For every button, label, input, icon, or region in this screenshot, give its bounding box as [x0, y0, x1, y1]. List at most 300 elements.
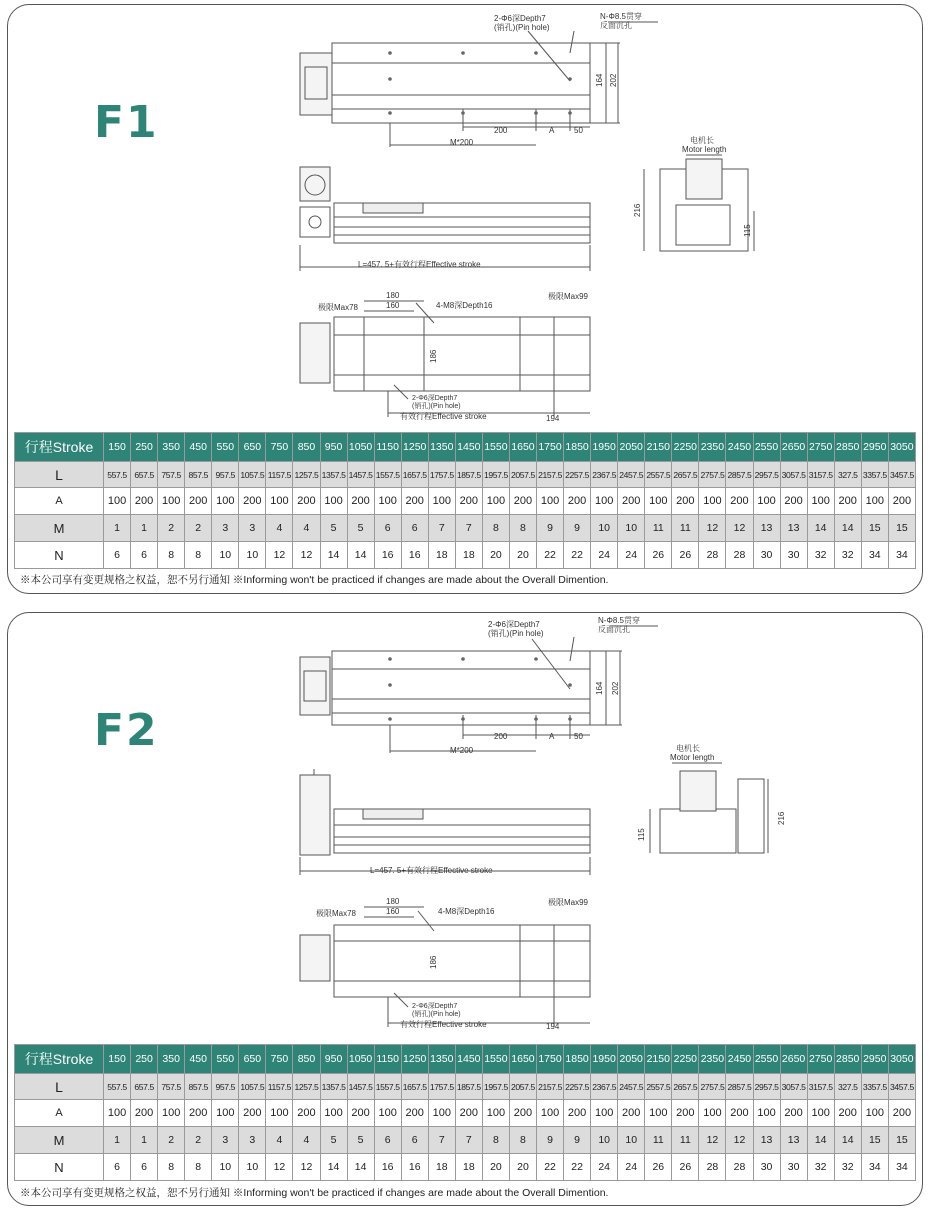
table-cell: 1857.5 — [455, 462, 482, 488]
row-a — [15, 1100, 916, 1127]
table-cell: 3050 — [888, 1045, 915, 1074]
table-cell: 3057.5 — [780, 462, 807, 488]
table-cell: 2 — [185, 515, 212, 542]
table-cell: 100 — [158, 488, 185, 515]
table-cell: 2057.5 — [509, 1074, 536, 1100]
table-cell: 100 — [807, 488, 834, 515]
table-cell: 14 — [834, 515, 861, 542]
table-cell: 1050 — [347, 1045, 374, 1074]
table-cell: 100 — [645, 488, 672, 515]
dim-202: 202 — [609, 73, 618, 87]
table-cell: 1650 — [509, 433, 536, 462]
table-cell: 200 — [455, 1100, 482, 1127]
table-cell: 100 — [482, 488, 509, 515]
model-panel-f2 — [7, 612, 923, 1206]
table-cell: 3 — [239, 515, 266, 542]
table-cell: 100 — [428, 488, 455, 515]
dim-186: 186 — [429, 349, 438, 363]
table-cell: 1850 — [564, 1045, 591, 1074]
table-cell: 2450 — [726, 1045, 753, 1074]
model-panel-f1 — [7, 4, 923, 594]
pin-hole-bottom-cn-label: (销孔)(Pin hole) — [412, 1011, 461, 1018]
table-cell: 2650 — [780, 1045, 807, 1074]
table-cell: 6 — [131, 542, 158, 569]
table-cell: 200 — [401, 488, 428, 515]
table-cell: 2950 — [861, 433, 888, 462]
table-cell: 15 — [888, 1127, 915, 1154]
table-cell: 757.5 — [158, 462, 185, 488]
row-header: 行程Stroke — [15, 1045, 104, 1074]
table-cell: 20 — [482, 1154, 509, 1181]
dim-50: 50 — [574, 732, 583, 741]
table-cell: 100 — [591, 488, 618, 515]
table-cell: 7 — [455, 1127, 482, 1154]
table-cell: 18 — [455, 542, 482, 569]
table-cell: 1 — [104, 515, 131, 542]
motor-length-cn-label: 电机长 — [676, 744, 700, 753]
table-cell: 2857.5 — [726, 462, 753, 488]
table-cell: 13 — [753, 515, 780, 542]
table-cell: 28 — [726, 542, 753, 569]
dim-m200: M*200 — [450, 138, 474, 147]
table-cell: 2657.5 — [672, 1074, 699, 1100]
length-formula: L=457. 5+有效行程Effective stroke — [370, 866, 493, 875]
row-m — [15, 515, 916, 542]
table-cell: 16 — [401, 1154, 428, 1181]
through-hole-cn-label: 反面沉孔 — [600, 21, 632, 30]
table-cell: 28 — [699, 1154, 726, 1181]
table-cell: 5 — [347, 1127, 374, 1154]
table-cell: 350 — [158, 1045, 185, 1074]
table-cell: 22 — [564, 1154, 591, 1181]
table-cell: 200 — [455, 488, 482, 515]
dim-216: 216 — [777, 811, 786, 825]
table-cell: 2257.5 — [564, 462, 591, 488]
table-cell: 757.5 — [158, 1074, 185, 1100]
table-cell: 3 — [212, 515, 239, 542]
table-cell: 20 — [509, 542, 536, 569]
hole-markers — [388, 51, 572, 115]
table-cell: 100 — [591, 1100, 618, 1127]
table-cell: 6 — [374, 515, 401, 542]
table-cell: 200 — [185, 488, 212, 515]
table-cell: 4 — [266, 1127, 293, 1154]
table-cell: 20 — [482, 542, 509, 569]
table-cell: 1557.5 — [374, 462, 401, 488]
table-cell: 550 — [212, 433, 239, 462]
pin-hole-bottom-label: 2-Φ6深Depth7 — [412, 395, 458, 402]
table-cell: 2850 — [834, 1045, 861, 1074]
table-cell: 6 — [104, 542, 131, 569]
table-cell: 450 — [185, 433, 212, 462]
table-cell: 16 — [374, 542, 401, 569]
table-cell: 850 — [293, 1045, 320, 1074]
table-cell: 12 — [699, 515, 726, 542]
pin-hole-top-cn-label: (销孔)(Pin hole) — [488, 629, 544, 638]
table-cell: 100 — [212, 1100, 239, 1127]
table-cell: 100 — [861, 1100, 888, 1127]
table-cell: 6 — [131, 1154, 158, 1181]
disclaimer-note: ※本公司享有变更规格之权益，恕不另行通知 ※Informing won't be practiced if changes are made about the Overall Dimention. — [20, 1187, 609, 1199]
table-cell: 10 — [618, 1127, 645, 1154]
row-header: N — [15, 542, 104, 569]
table-cell: 1657.5 — [401, 1074, 428, 1100]
table-cell: 2750 — [807, 1045, 834, 1074]
table-cell: 8 — [482, 515, 509, 542]
table-cell: 8 — [158, 542, 185, 569]
technical-drawing — [8, 5, 923, 435]
table-cell: 3357.5 — [861, 1074, 888, 1100]
table-cell: 200 — [131, 488, 158, 515]
table-cell: 7 — [455, 515, 482, 542]
table-cell: 557.5 — [104, 1074, 131, 1100]
table-cell: 750 — [266, 1045, 293, 1074]
spec-table — [14, 432, 916, 569]
table-cell: 10 — [591, 1127, 618, 1154]
table-cell: 2557.5 — [645, 1074, 672, 1100]
table-cell: 22 — [564, 542, 591, 569]
dim-164: 164 — [595, 681, 604, 695]
table-cell: 1250 — [401, 1045, 428, 1074]
table-cell: 1450 — [455, 433, 482, 462]
table-cell: 200 — [239, 488, 266, 515]
table-cell: 10 — [212, 1154, 239, 1181]
table-cell: 1657.5 — [401, 462, 428, 488]
table-cell: 8 — [509, 1127, 536, 1154]
table-cell: 100 — [699, 488, 726, 515]
m8-depth-label: 4-M8深Depth16 — [438, 907, 495, 916]
model-label: F2 — [94, 705, 159, 756]
length-formula: L=457. 5+有效行程Effective stroke — [358, 260, 481, 269]
table-cell: 1850 — [564, 433, 591, 462]
table-cell: 10 — [239, 1154, 266, 1181]
table-cell: 9 — [564, 515, 591, 542]
dim-115: 115 — [637, 828, 646, 841]
table-cell: 100 — [537, 1100, 564, 1127]
table-cell: 200 — [564, 488, 591, 515]
table-cell: 5 — [320, 515, 347, 542]
table-cell: 2 — [185, 1127, 212, 1154]
table-cell: 200 — [672, 1100, 699, 1127]
table-cell: 12 — [293, 1154, 320, 1181]
limit-max78: 极限Max78 — [318, 303, 359, 312]
table-cell: 2367.5 — [591, 1074, 618, 1100]
table-cell: 200 — [618, 488, 645, 515]
table-cell: 1550 — [482, 1045, 509, 1074]
table-cell: 8 — [158, 1154, 185, 1181]
table-cell: 350 — [158, 433, 185, 462]
limit-max99: 极限Max99 — [548, 292, 589, 301]
dim-m200: M*200 — [450, 746, 474, 755]
dim-200: 200 — [494, 126, 508, 135]
dim-160: 160 — [386, 907, 400, 916]
table-cell: 11 — [645, 1127, 672, 1154]
table-cell: 7 — [428, 1127, 455, 1154]
table-cell: 20 — [509, 1154, 536, 1181]
table-cell: 1050 — [347, 433, 374, 462]
table-cell: 1 — [104, 1127, 131, 1154]
table-cell: 1757.5 — [428, 1074, 455, 1100]
table-cell: 100 — [482, 1100, 509, 1127]
pin-hole-top-label: 2-Φ6深Depth7 — [488, 620, 540, 629]
row-header: N — [15, 1154, 104, 1181]
table-cell: 22 — [537, 542, 564, 569]
table-cell: 13 — [753, 1127, 780, 1154]
row-n — [15, 1154, 916, 1181]
table-cell: 200 — [888, 488, 915, 515]
table-cell: 30 — [780, 1154, 807, 1181]
table-cell: 200 — [185, 1100, 212, 1127]
table-cell: 2750 — [807, 433, 834, 462]
row-header: A — [15, 488, 104, 515]
table-cell: 250 — [131, 1045, 158, 1074]
dim-180: 180 — [386, 291, 400, 300]
table-cell: 2757.5 — [699, 462, 726, 488]
table-cell: 100 — [266, 1100, 293, 1127]
table-cell: 12 — [699, 1127, 726, 1154]
pin-hole-bottom-label: 2-Φ6深Depth7 — [412, 1003, 458, 1010]
table-cell: 957.5 — [212, 462, 239, 488]
table-cell: 14 — [347, 1154, 374, 1181]
table-cell: 1457.5 — [347, 1074, 374, 1100]
table-cell: 14 — [807, 1127, 834, 1154]
technical-drawing — [8, 613, 923, 1043]
table-cell: 10 — [239, 542, 266, 569]
row-a — [15, 488, 916, 515]
table-cell: 12 — [266, 542, 293, 569]
table-cell: 2550 — [753, 1045, 780, 1074]
table-cell: 2557.5 — [645, 462, 672, 488]
table-cell: 34 — [861, 542, 888, 569]
table-cell: 12 — [266, 1154, 293, 1181]
motor-length-label: Motor length — [682, 145, 727, 154]
table-cell: 4 — [293, 515, 320, 542]
table-cell: 950 — [320, 433, 347, 462]
table-cell: 26 — [672, 1154, 699, 1181]
table-cell: 13 — [780, 1127, 807, 1154]
table-cell: 16 — [374, 1154, 401, 1181]
table-cell: 550 — [212, 1045, 239, 1074]
table-cell: 857.5 — [185, 462, 212, 488]
table-cell: 2850 — [834, 433, 861, 462]
table-cell: 750 — [266, 433, 293, 462]
table-cell: 2150 — [645, 433, 672, 462]
motor-length-label: Motor length — [670, 753, 715, 762]
table-cell: 200 — [726, 1100, 753, 1127]
table-cell: 100 — [212, 488, 239, 515]
table-cell: 1950 — [591, 433, 618, 462]
table-cell: 1750 — [537, 1045, 564, 1074]
table-cell: 2957.5 — [753, 1074, 780, 1100]
table-cell: 1150 — [374, 1045, 401, 1074]
table-cell: 2 — [158, 1127, 185, 1154]
table-cell: 327.5 — [834, 1074, 861, 1100]
table-cell: 150 — [104, 1045, 131, 1074]
table-cell: 100 — [753, 488, 780, 515]
table-cell: 4 — [266, 515, 293, 542]
through-hole-label: N-Φ8.5贯穿 — [600, 12, 642, 21]
table-cell: 1550 — [482, 433, 509, 462]
table-cell: 2450 — [726, 433, 753, 462]
dim-50: 50 — [574, 126, 583, 135]
table-cell: 1 — [131, 1127, 158, 1154]
table-cell: 1350 — [428, 1045, 455, 1074]
table-cell: 1357.5 — [320, 462, 347, 488]
table-cell: 100 — [645, 1100, 672, 1127]
table-cell: 650 — [239, 433, 266, 462]
table-cell: 100 — [699, 1100, 726, 1127]
table-cell: 3050 — [888, 433, 915, 462]
table-cell: 2050 — [618, 433, 645, 462]
table-cell: 1257.5 — [293, 462, 320, 488]
row-stroke — [15, 433, 916, 462]
pin-hole-bottom-cn-label: (销孔)(Pin hole) — [412, 403, 461, 410]
table-cell: 1057.5 — [239, 1074, 266, 1100]
table-cell: 10 — [212, 542, 239, 569]
table-cell: 15 — [888, 515, 915, 542]
table-cell: 2350 — [699, 1045, 726, 1074]
row-header: M — [15, 1127, 104, 1154]
table-cell: 12 — [726, 515, 753, 542]
table-cell: 16 — [401, 542, 428, 569]
table-cell: 2057.5 — [509, 462, 536, 488]
table-cell: 650 — [239, 1045, 266, 1074]
table-cell: 1357.5 — [320, 1074, 347, 1100]
effective-stroke-label: 有效行程Effective stroke — [400, 1020, 487, 1029]
table-cell: 1057.5 — [239, 462, 266, 488]
table-cell: 28 — [726, 1154, 753, 1181]
table-cell: 9 — [537, 515, 564, 542]
table-cell: 15 — [861, 1127, 888, 1154]
table-cell: 32 — [807, 542, 834, 569]
table-cell: 957.5 — [212, 1074, 239, 1100]
table-cell: 1650 — [509, 1045, 536, 1074]
row-m — [15, 1127, 916, 1154]
table-cell: 18 — [428, 1154, 455, 1181]
table-cell: 200 — [239, 1100, 266, 1127]
table-cell: 100 — [537, 488, 564, 515]
table-cell: 3357.5 — [861, 462, 888, 488]
table-cell: 24 — [591, 542, 618, 569]
table-cell: 30 — [753, 1154, 780, 1181]
dim-160: 160 — [386, 301, 400, 310]
table-cell: 2157.5 — [537, 462, 564, 488]
table-cell: 18 — [428, 542, 455, 569]
table-cell: 200 — [564, 1100, 591, 1127]
table-cell: 22 — [537, 1154, 564, 1181]
table-cell: 32 — [807, 1154, 834, 1181]
table-cell: 26 — [645, 542, 672, 569]
table-cell: 1350 — [428, 433, 455, 462]
table-cell: 2550 — [753, 433, 780, 462]
table-cell: 100 — [158, 1100, 185, 1127]
dim-202: 202 — [611, 681, 620, 695]
table-cell: 200 — [509, 488, 536, 515]
table-cell: 1450 — [455, 1045, 482, 1074]
table-cell: 150 — [104, 433, 131, 462]
table-cell: 200 — [888, 1100, 915, 1127]
table-cell: 12 — [293, 542, 320, 569]
dim-a: A — [549, 126, 555, 135]
table-cell: 1957.5 — [482, 1074, 509, 1100]
limit-max99: 极限Max99 — [548, 898, 589, 907]
dim-115: 115 — [743, 224, 752, 237]
table-cell: 30 — [753, 542, 780, 569]
table-cell: 3457.5 — [888, 1074, 915, 1100]
table-cell: 1150 — [374, 433, 401, 462]
table-cell: 10 — [618, 515, 645, 542]
table-cell: 200 — [834, 1100, 861, 1127]
table-cell: 327.5 — [834, 462, 861, 488]
row-l — [15, 1074, 916, 1100]
table-cell: 3057.5 — [780, 1074, 807, 1100]
table-cell: 2757.5 — [699, 1074, 726, 1100]
through-hole-label: N-Φ8.5贯穿 — [598, 616, 640, 625]
table-cell: 8 — [509, 515, 536, 542]
through-hole-cn-label: 反面沉孔 — [598, 625, 630, 634]
table-cell: 100 — [374, 488, 401, 515]
table-cell: 100 — [266, 488, 293, 515]
table-cell: 2257.5 — [564, 1074, 591, 1100]
table-cell: 1 — [131, 515, 158, 542]
table-cell: 5 — [320, 1127, 347, 1154]
table-cell: 2950 — [861, 1045, 888, 1074]
table-cell: 15 — [861, 515, 888, 542]
table-cell: 200 — [401, 1100, 428, 1127]
table-cell: 4 — [293, 1127, 320, 1154]
table-cell: 1257.5 — [293, 1074, 320, 1100]
table-cell: 3457.5 — [888, 462, 915, 488]
table-cell: 9 — [564, 1127, 591, 1154]
dim-186: 186 — [429, 955, 438, 969]
table-cell: 1957.5 — [482, 462, 509, 488]
table-cell: 1857.5 — [455, 1074, 482, 1100]
table-cell: 26 — [672, 542, 699, 569]
row-header: A — [15, 1100, 104, 1127]
table-cell: 100 — [428, 1100, 455, 1127]
table-cell: 100 — [104, 1100, 131, 1127]
table-cell: 2157.5 — [537, 1074, 564, 1100]
m8-depth-label: 4-M8深Depth16 — [436, 301, 493, 310]
dim-194: 194 — [546, 414, 560, 423]
table-cell: 2367.5 — [591, 462, 618, 488]
table-cell: 2 — [158, 515, 185, 542]
table-cell: 200 — [726, 488, 753, 515]
table-cell: 14 — [320, 1154, 347, 1181]
table-cell: 200 — [131, 1100, 158, 1127]
table-cell: 1557.5 — [374, 1074, 401, 1100]
table-cell: 200 — [347, 1100, 374, 1127]
dim-200: 200 — [494, 732, 508, 741]
table-cell: 657.5 — [131, 462, 158, 488]
table-cell: 1750 — [537, 433, 564, 462]
table-cell: 24 — [618, 542, 645, 569]
table-cell: 1157.5 — [266, 1074, 293, 1100]
table-cell: 2350 — [699, 433, 726, 462]
table-cell: 200 — [293, 1100, 320, 1127]
table-cell: 10 — [591, 515, 618, 542]
table-cell: 18 — [455, 1154, 482, 1181]
table-cell: 11 — [645, 515, 672, 542]
table-cell: 3 — [239, 1127, 266, 1154]
table-cell: 557.5 — [104, 462, 131, 488]
table-cell: 1250 — [401, 433, 428, 462]
model-label: F1 — [94, 97, 159, 148]
table-cell: 6 — [104, 1154, 131, 1181]
table-cell: 657.5 — [131, 1074, 158, 1100]
table-cell: 1457.5 — [347, 462, 374, 488]
table-cell: 100 — [753, 1100, 780, 1127]
